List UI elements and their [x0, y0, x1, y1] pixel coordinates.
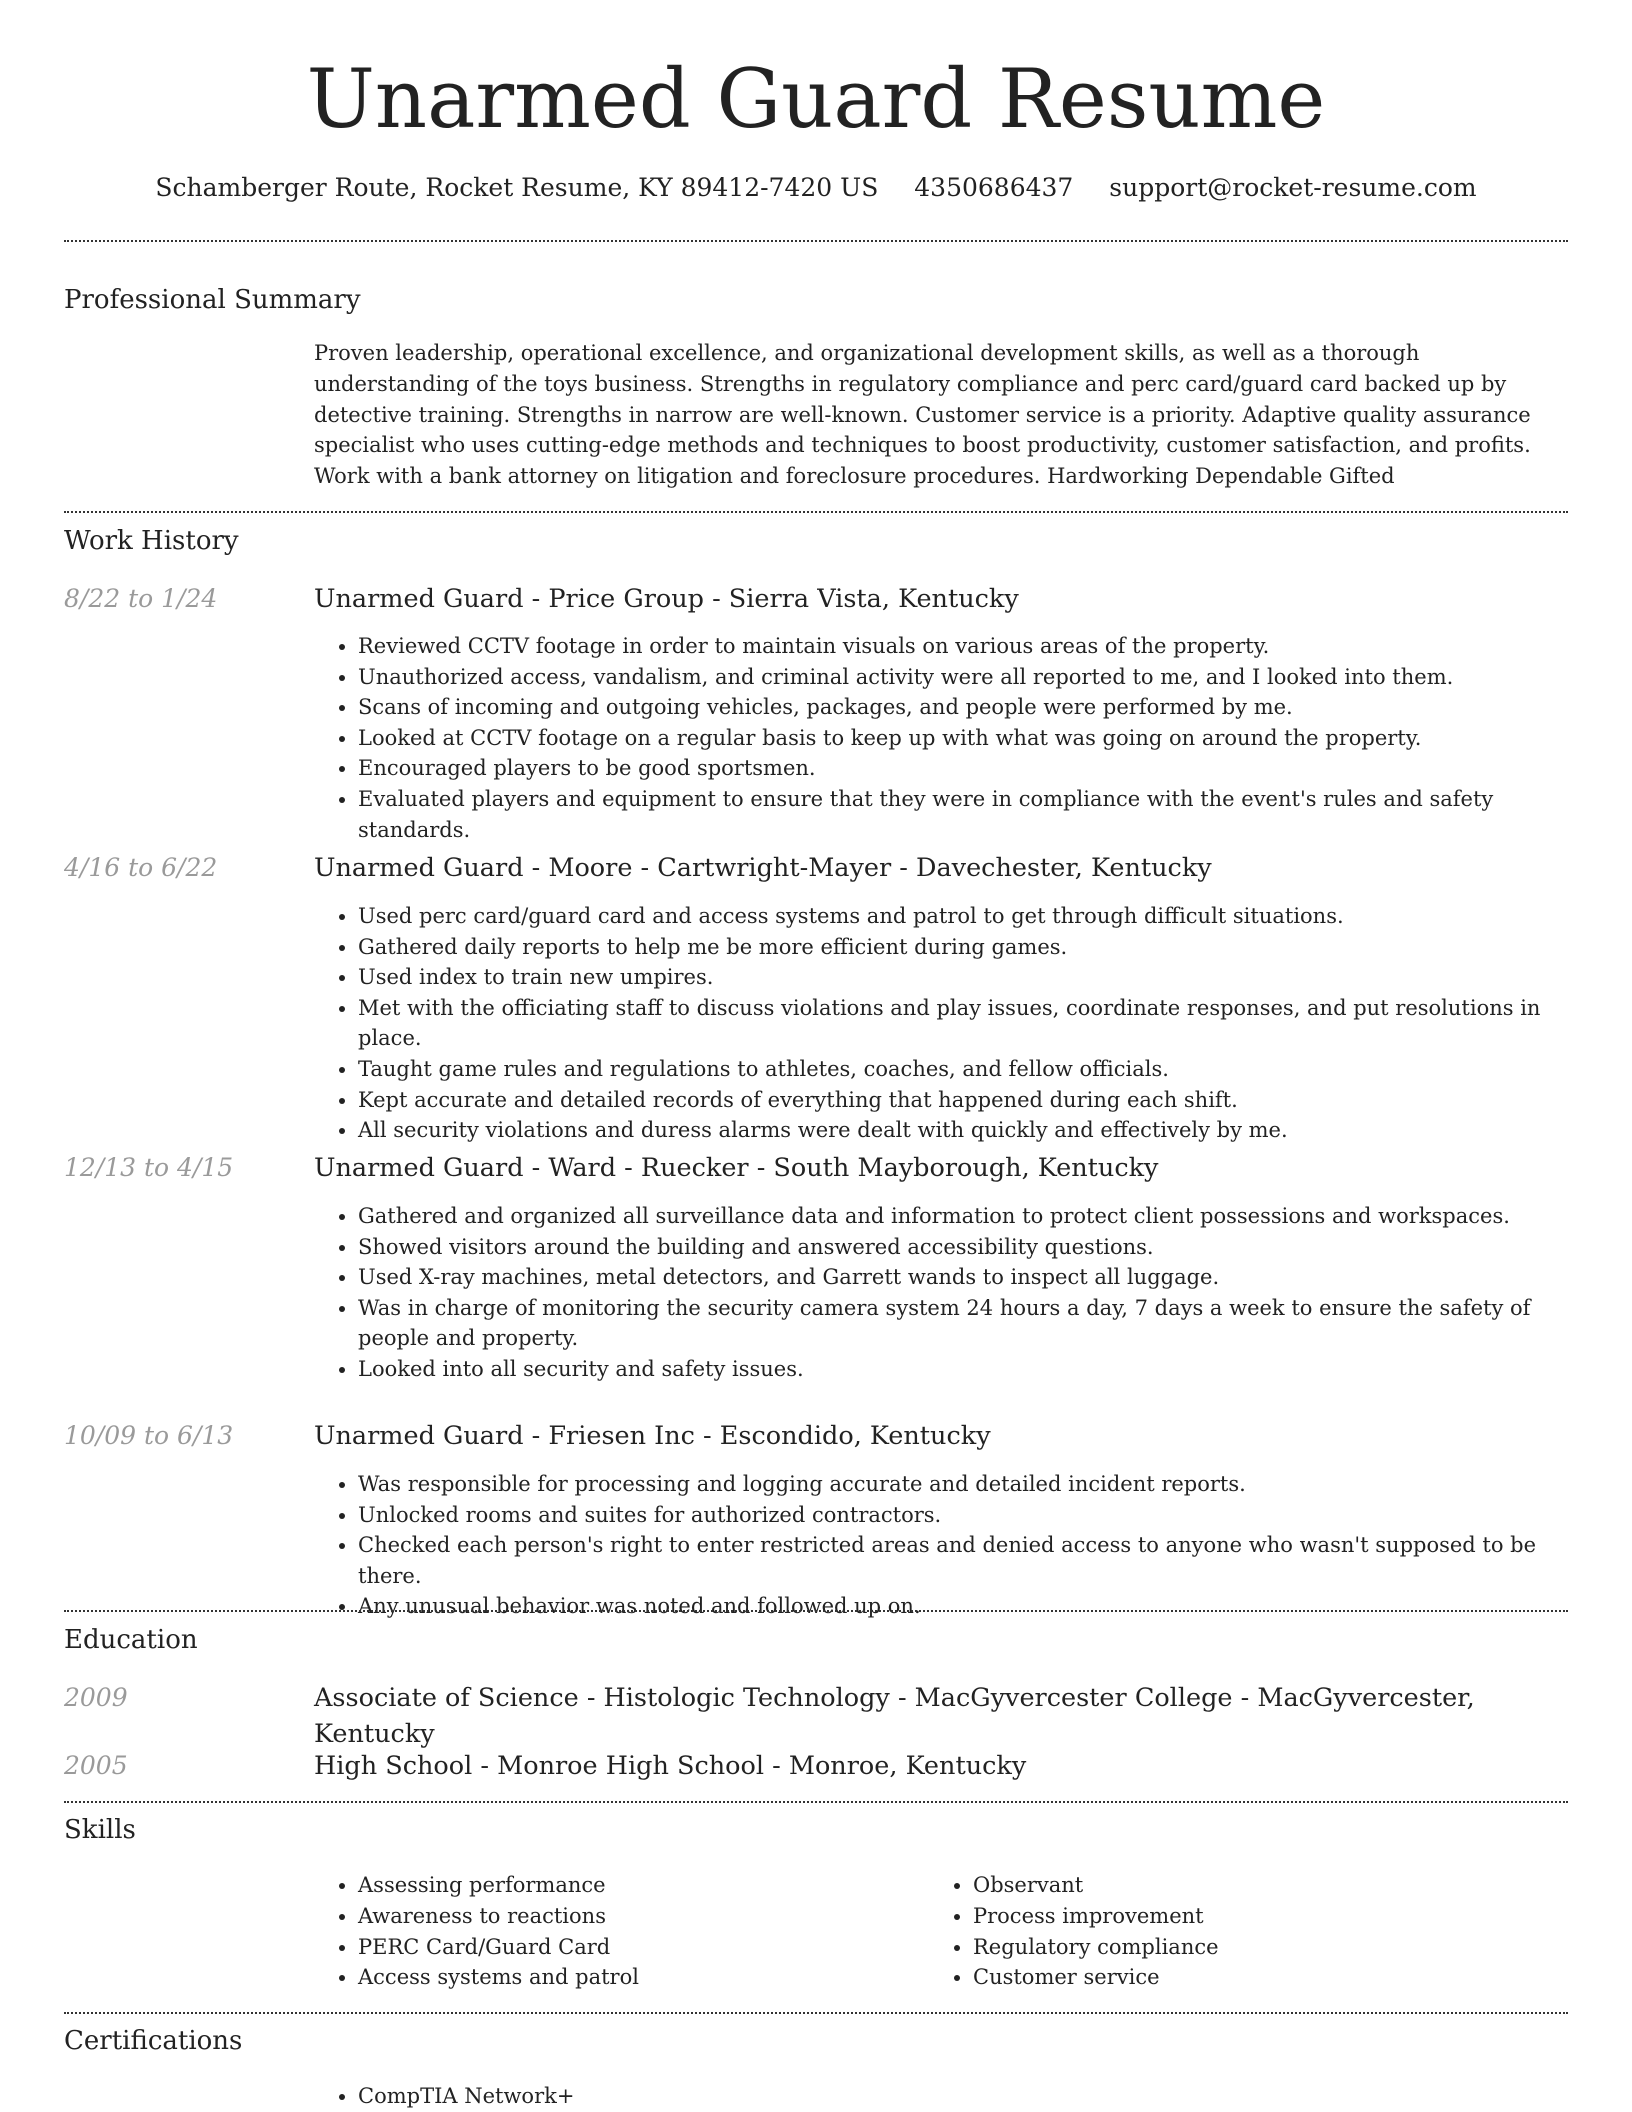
job-bullets — [314, 1469, 1568, 1622]
divider — [64, 240, 1568, 242]
summary-text: Proven leadership, operational excellence, and organizational development skills, as well as a thorough understanding of the toys business. Strengths in regulatory compliance and perc card/guard card backed up by detective training. Strengths in narrow are well-known. Customer service is a priority. Adaptive quality assurance specialist who uses cutting-edge methods and techniques to boost productivity, customer satisfaction, and profits. Work with a bank attorney on litigation and foreclosure procedures. Hardworking Dependable Gifted — [314, 341, 1531, 489]
job-bullet: • Any unusual behavior was noted and followed up on. — [358, 1591, 1568, 1622]
contact-phone: 4350686437 — [914, 173, 1074, 202]
job-title: Unarmed Guard - Ward - Ruecker - South Mayborough, Kentucky — [314, 1153, 1159, 1183]
job-bullet: • Showed visitors around the building and answered accessibility questions. — [358, 1232, 1568, 1263]
job-bullet: • Looked into all security and safety issues. — [358, 1354, 1568, 1385]
section-title-work: Work History — [64, 526, 239, 556]
job-bullet: • Met with the officiating staff to discuss violations and play issues, coordinate responses, and put resolutions in place. — [358, 993, 1568, 1054]
skill-item: • Process improvement — [973, 1901, 1529, 1932]
job-bullet: • Used perc card/guard card and access systems and patrol to get through difficult situations. — [358, 901, 1568, 932]
job-title: Unarmed Guard - Price Group - Sierra Vista, Kentucky — [314, 584, 1019, 614]
resume-title: Unarmed Guard Resume — [306, 53, 1326, 147]
education-degree: Associate of Science - Histologic Technology — [314, 1683, 890, 1713]
job-bullet: • Was responsible for processing and logging accurate and detailed incident reports. — [358, 1469, 1568, 1500]
job-bullet: • Used X-ray machines, metal detectors, and Garrett wands to inspect all luggage. — [358, 1262, 1568, 1293]
job-bullet: • Encouraged players to be good sportsmen. — [358, 753, 1568, 784]
skill-item: • PERC Card/Guard Card — [358, 1932, 914, 1963]
job-bullet: • Evaluated players and equipment to ensure that they were in compliance with the event's rules and safety standards. — [358, 784, 1568, 845]
education-school: - MacGyvercester College - MacGyvercester, Kentucky — [314, 1683, 1475, 1749]
contact-line — [0, 168, 1632, 208]
divider — [64, 1610, 1568, 1612]
job-title: Unarmed Guard - Friesen Inc - Escondido, Kentucky — [314, 1421, 991, 1451]
job-bullet: • Unlocked rooms and suites for authorized contractors. — [358, 1500, 1568, 1531]
skill-item: • Customer service — [973, 1962, 1529, 1993]
education-degree: High School — [314, 1751, 473, 1781]
job-dates: 8/22 to 1/24 — [64, 584, 218, 613]
job-dates: 4/16 to 6/22 — [64, 853, 218, 882]
job-bullet: • Used index to train new umpires. — [358, 962, 1568, 993]
section-title-skills: Skills — [64, 1815, 136, 1845]
skill-item: • Assessing performance — [358, 1870, 914, 1901]
job-bullet: • Unauthorized access, vandalism, and criminal activity were all reported to me, and I looked into them. — [358, 662, 1568, 693]
certifications-list — [314, 2081, 1568, 2112]
job-title: Unarmed Guard - Moore - Cartwright-Mayer - Davechester, Kentucky — [314, 853, 1212, 883]
certification-item: • CompTIA Network+ — [358, 2081, 1568, 2112]
divider — [64, 511, 1568, 513]
job-bullet: • Reviewed CCTV footage in order to maintain visuals on various areas of the property. — [358, 631, 1568, 662]
education-entry — [314, 1748, 1568, 1784]
divider — [64, 2012, 1568, 2014]
job-bullet: • All security violations and duress alarms were dealt with quickly and effectively by me. — [358, 1115, 1568, 1146]
job-bullet: • Gathered daily reports to help me be more efficient during games. — [358, 932, 1568, 963]
job-bullet: • Gathered and organized all surveillance data and information to protect client possessions and workspaces. — [358, 1201, 1568, 1232]
skill-item: • Access systems and patrol — [358, 1962, 914, 1993]
contact-address: Schamberger Route, Rocket Resume, KY 89412-7420 US — [155, 173, 879, 202]
contact-email: support@rocket-resume.com — [1109, 173, 1477, 202]
section-title-certifications: Certifications — [64, 2026, 243, 2056]
education-year: 2005 — [64, 1751, 128, 1780]
section-title-education: Education — [64, 1625, 198, 1655]
job-bullet: • Taught game rules and regulations to athletes, coaches, and fellow officials. — [358, 1054, 1568, 1085]
education-year: 2009 — [64, 1683, 128, 1712]
job-bullet: • Looked at CCTV footage on a regular basis to keep up with what was going on around the property. — [358, 723, 1568, 754]
skills-list-left — [314, 1870, 914, 1993]
job-dates: 10/09 to 6/13 — [64, 1421, 234, 1450]
job-bullet: • Scans of incoming and outgoing vehicles, packages, and people were performed by me. — [358, 692, 1568, 723]
job-bullet: • Checked each person's right to enter restricted areas and denied access to anyone who wasn't supposed to be there. — [358, 1530, 1568, 1591]
job-bullets — [314, 1201, 1568, 1385]
job-bullets — [314, 631, 1568, 845]
skill-item: • Awareness to reactions — [358, 1901, 914, 1932]
education-school: - Monroe High School - Monroe, Kentucky — [472, 1751, 1027, 1781]
job-bullets — [314, 901, 1568, 1146]
job-bullet: • Was in charge of monitoring the security camera system 24 hours a day, 7 days a week to ensure the safety of people and property. — [358, 1293, 1568, 1354]
job-bullet: • Kept accurate and detailed records of everything that happened during each shift. — [358, 1085, 1568, 1116]
skills-list-right — [929, 1870, 1529, 1993]
job-dates: 12/13 to 4/15 — [64, 1153, 234, 1182]
skill-item: • Observant — [973, 1870, 1529, 1901]
skill-item: • Regulatory compliance — [973, 1932, 1529, 1963]
education-entry — [314, 1680, 1568, 1752]
section-title-summary: Professional Summary — [64, 285, 361, 315]
divider — [64, 1801, 1568, 1803]
